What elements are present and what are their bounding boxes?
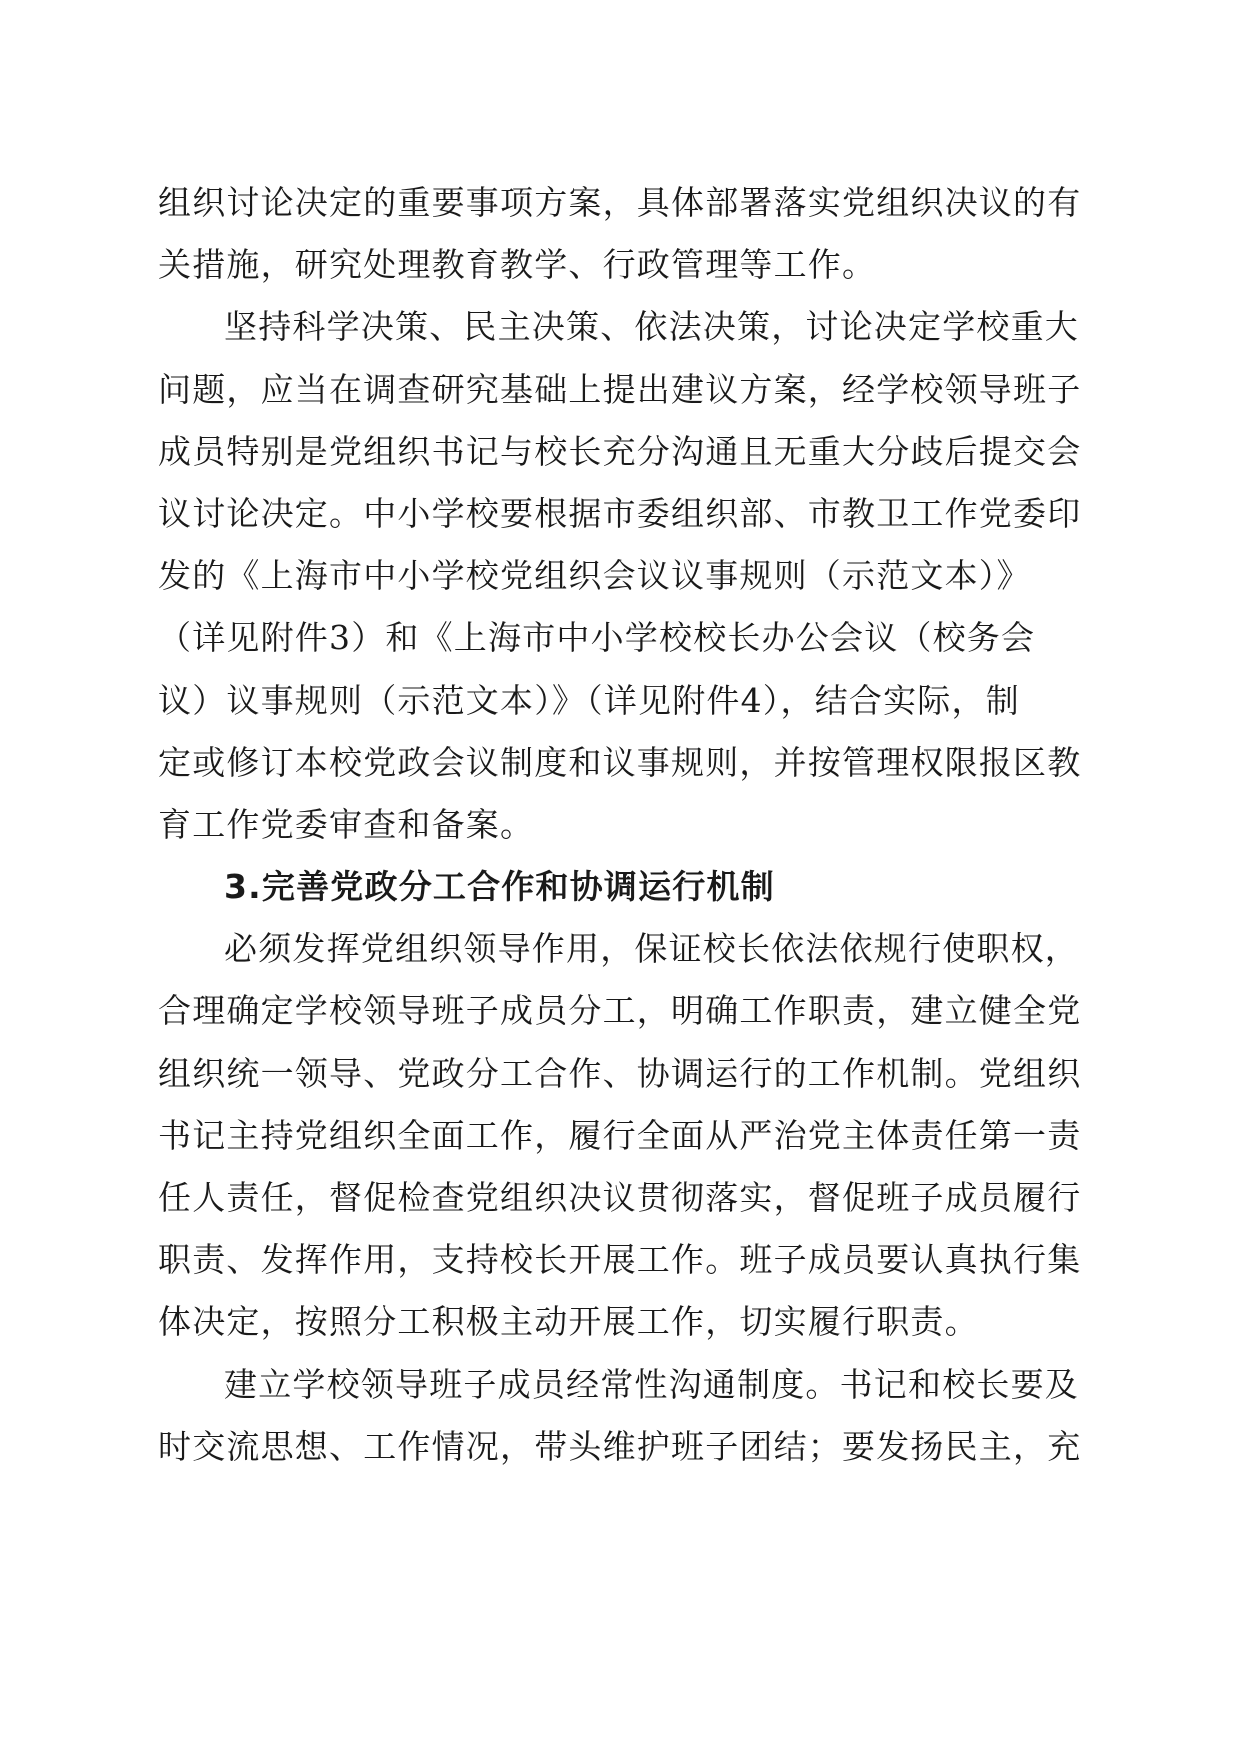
text-line: 建立学校领导班子成员经常性沟通制度。书记和校长要及 — [224, 1364, 1079, 1404]
paragraph-2 — [158, 296, 1082, 856]
text-line: 议讨论决定。中小学校要根据市委组织部、市教卫工作党委印 — [158, 493, 1082, 533]
text-line: 育工作党委审查和备案。 — [158, 804, 535, 844]
text-line: 坚持科学决策、民主决策、依法决策，讨论决定学校重大 — [224, 307, 1079, 347]
text-line: 必须发挥党组织领导作用，保证校长依法依规行使职权， — [224, 929, 1079, 969]
paragraph-4 — [158, 1354, 1082, 1478]
text-line: 发的《上海市中小学校党组织会议议事规则（示范文本）》 — [158, 556, 1031, 596]
text-line: 问题，应当在调查研究基础上提出建议方案，经学校领导班子 — [158, 369, 1082, 409]
text-line: 体决定，按照分工积极主动开展工作，切实履行职责。 — [158, 1302, 979, 1342]
text-line: （详见附件3）和《上海市中小学校校长办公会议（校务会 — [158, 618, 1036, 658]
text-line: 组织讨论决定的重要事项方案，具体部署落实党组织决议的有 — [158, 183, 1082, 222]
section-heading: 3.完善党政分工合作和协调运行机制 — [224, 867, 775, 907]
text-line: 职责、发挥作用，支持校长开展工作。班子成员要认真执行集 — [158, 1240, 1082, 1280]
text-line: 关措施，研究处理教育教学、行政管理等工作。 — [158, 245, 877, 285]
text-line: 书记主持党组织全面工作，履行全面从严治党主体责任第一责 — [158, 1115, 1082, 1155]
text-line: 定或修订本校党政会议制度和议事规则，并按管理权限报区教 — [158, 742, 1082, 782]
text-line: 组织统一领导、党政分工合作、协调运行的工作机制。党组织 — [158, 1053, 1082, 1093]
text-line: 议）议事规则（示范文本）》（详见附件4），结合实际，制 — [158, 680, 1020, 720]
text-line: 时交流思想、工作情况，带头维护班子团结；要发扬民主，充 — [158, 1426, 1082, 1466]
document-body — [158, 172, 1082, 1478]
paragraph-3 — [158, 918, 1082, 1353]
paragraph-1 — [158, 172, 1082, 296]
text-line: 成员特别是党组织书记与校长充分沟通且无重大分歧后提交会 — [158, 431, 1082, 471]
text-line: 合理确定学校领导班子成员分工，明确工作职责，建立健全党 — [158, 991, 1082, 1031]
text-line: 任人责任，督促检查党组织决议贯彻落实，督促班子成员履行 — [158, 1178, 1082, 1217]
